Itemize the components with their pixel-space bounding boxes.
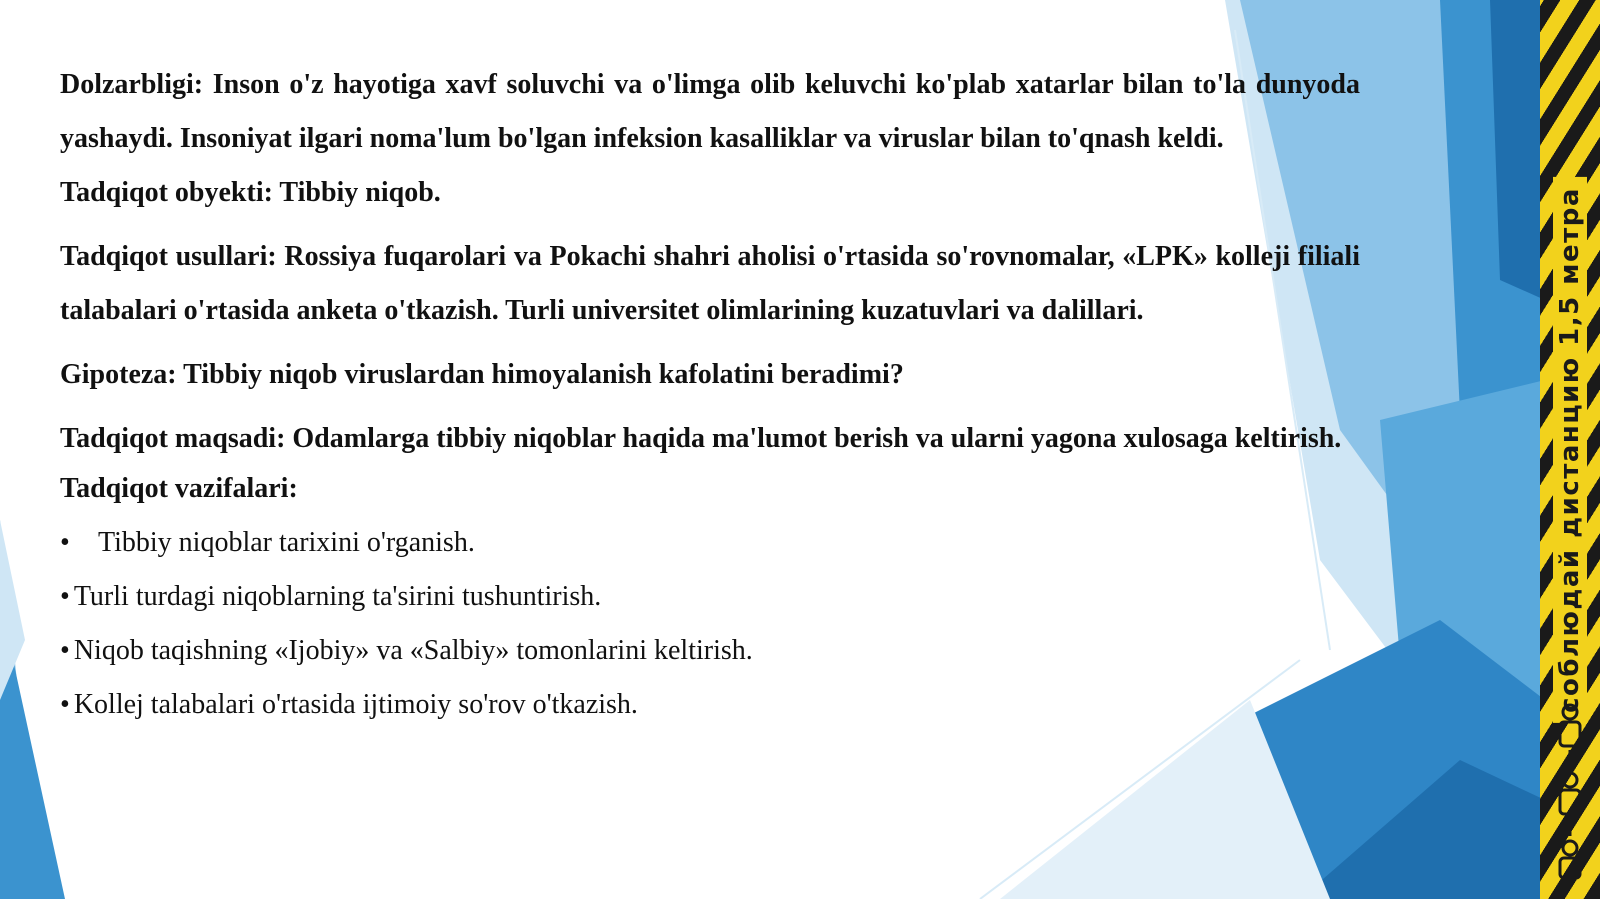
bullet-icon: • — [60, 581, 70, 612]
caution-tape-label: соблюдай дистанцию 1,5 метра — [1553, 177, 1587, 723]
paragraph-maqsadi: Tadqiqot maqsadi: Odamlarga tibbiy niqoblar haqida ma'lumot berish va ularni yagona xulosaga keltirish. — [60, 423, 1342, 454]
task-list — [60, 516, 1360, 732]
tasks-title: Tadqiqot vazifalari: — [60, 473, 298, 504]
bullet-icon: • — [60, 635, 70, 666]
task-text: Kollej talabalari o'rtasida ijtimoiy so'rov o'tkazish. — [73, 689, 638, 720]
bullet-icon: • — [60, 527, 70, 558]
paragraph-gipoteza: Gipoteza: Tibbiy niqob viruslardan himoyalanish kafolatini beradimi? — [60, 359, 904, 390]
list-item — [60, 570, 1360, 624]
list-item — [60, 678, 1360, 732]
task-text: Tibbiy niqoblar tarixini o'rganish. — [98, 527, 475, 558]
paragraph-usullari: Tadqiqot usullari: Rossiya fuqarolari va Pokachi shahri aholisi o'rtasida so'rovnomalar, «LPK» kolleji filiali talabalari o'rtasida anketa o'tkazish. Turli universitet olimlarining kuzatuvlari va dalillari. — [60, 241, 1360, 326]
list-item — [60, 516, 1360, 570]
list-item — [60, 624, 1360, 678]
caution-tape — [1540, 0, 1600, 899]
paragraph-dolzarbligi: Dolzarbligi: Inson o'z hayotiga xavf soluvchi va o'limga olib keluvchi ko'plab xatarlar bilan to'la dunyoda yashaydi. Insoniyat ilgari noma'lum bo'lgan infeksion kasalliklar va viruslar bilan to'qnash keldi. — [60, 69, 1360, 154]
task-text: Turli turdagi niqoblarning ta'sirini tushuntirish. — [73, 581, 602, 612]
social-distance-people-icon — [1548, 700, 1592, 880]
paragraph-obyekti: Tadqiqot obyekti: Tibbiy niqob. — [60, 177, 441, 208]
slide-content — [60, 58, 1360, 732]
bullet-icon: • — [60, 689, 70, 720]
task-text: Niqob taqishning «Ijobiy» va «Salbiy» tomonlarini keltirish. — [73, 635, 753, 666]
